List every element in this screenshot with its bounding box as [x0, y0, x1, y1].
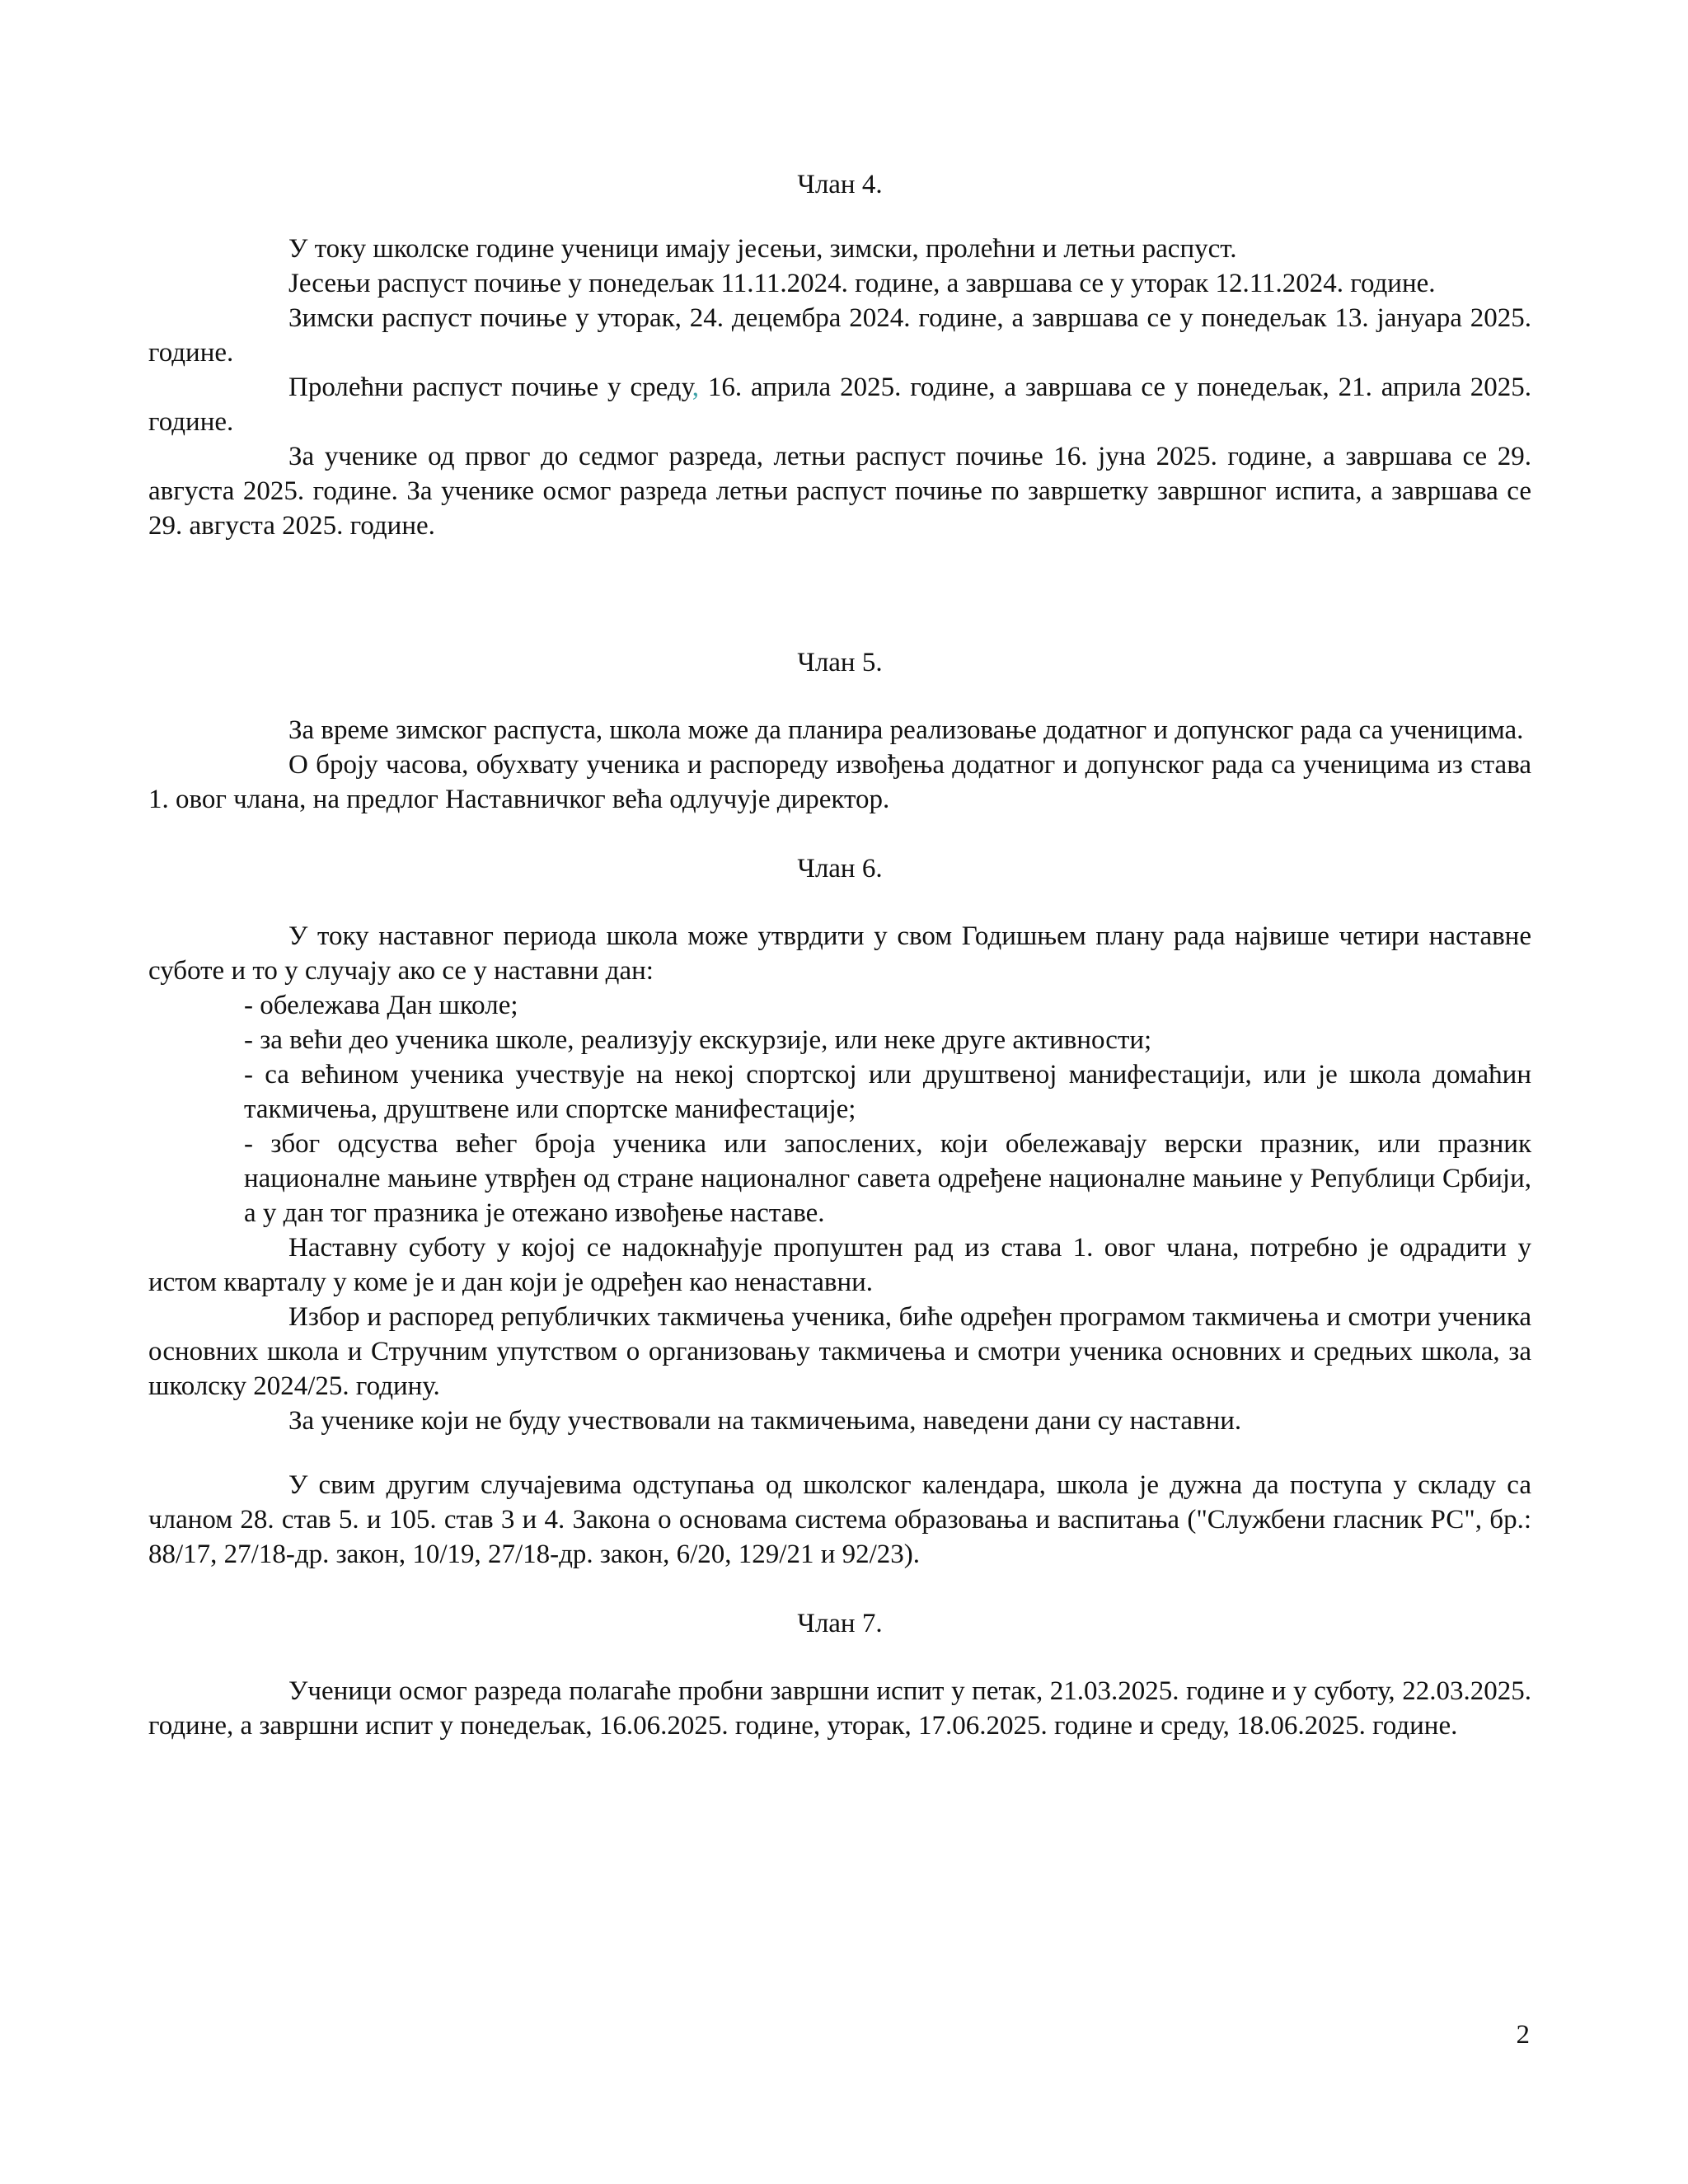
article-6-paragraph-4: За ученике који не буду учествовали на такмичењима, наведени дани су наставни. — [288, 1406, 1242, 1436]
article-4-paragraph-4-part-1: Пролећни распуст почиње у среду — [288, 373, 692, 402]
article-6-bullet-1: - обележава Дан школе; — [244, 991, 518, 1020]
article-5-heading: Члан 5. — [797, 648, 883, 677]
article-6-paragraph-1: У току наставног периода школа може утврдити у свом Годишњем плану рада највише четири наставне суботе и то у случају ако се у наставни дан: — [148, 921, 1531, 986]
article-6-bullet-3: - са већином ученика учествује на некој спортској или друштвеној манифестацији, или је школа домаћин такмичења, друштвене или спортске манифестације; — [244, 1060, 1531, 1124]
article-6-bullet-2: - за већи део ученика школе, реализују екскурзије, или неке друге активности; — [244, 1025, 1152, 1055]
article-5-paragraph-1: За време зимског распуста, школа може да планира реализовање додатног и допунског рада са ученицима. — [288, 715, 1524, 745]
article-6-paragraph-5: У свим другим случајевима одступања од школског календара, школа је дужна да поступа у складу са чланом 28. став 5. и 105. став 3 и 4. Закона о основама система образовања и васпитања ("Службени гласник РС", бр.: 88/17, 27/18-др. закон, 10/19, 27/18-др. закон, 6/20, 129/21 и 92/23). — [148, 1470, 1531, 1569]
article-4-paragraph-5: За ученике од првог до седмог разреда, летњи распуст почиње 16. јуна 2025. године, а завршава се 29. августа 2025. године. За ученике осмог разреда летњи распуст почиње по завршетку завршног испита, а завршава се 29. августа 2025. године. — [148, 442, 1531, 541]
article-4-paragraph-4-comma: , — [692, 373, 700, 402]
article-5-paragraph-2: О броју часова, обухвату ученика и распореду извођења додатног и допунског рада са ученицима из става 1. овог члана, на предлог Наставничког већа одлучује директор. — [148, 750, 1531, 814]
article-6-bullet-4: - због одсуства већег броја ученика или запослених, који обележавају верски празник, или празник националне мањине утврђен од стране националног савета одређене националне мањине у Републици Србији, а у дан тог празника је отежано извођење наставе. — [244, 1129, 1531, 1228]
article-7-heading: Члан 7. — [797, 1609, 883, 1638]
article-6-paragraph-3: Избор и распоред републичких такмичења ученика, биће одређен програмом такмичења и смотри ученика основних школа и Стручним упутством о организовању такмичења и смотри ученика основних и средњих школа, за школску 2024/25. годину. — [148, 1302, 1531, 1401]
page-number: 2 — [1516, 2020, 1530, 2050]
article-4-paragraph-2: Јесењи распуст почиње у понедељак 11.11.2024. године, а завршава се у уторак 12.11.2024. године. — [288, 269, 1436, 298]
article-4-heading: Члан 4. — [797, 170, 883, 199]
article-4-paragraph-1: У току школске године ученици имају јесењи, зимски, пролећни и летњи распуст. — [288, 234, 1237, 264]
article-4-paragraph-4-part-2: 16. априла 2025. године, а завршава се у понедељак, 21. априла 2025. године. — [148, 373, 1531, 437]
article-4-paragraph-3: Зимски распуст почиње у уторак, 24. децембра 2024. године, а завршава се у понедељак 13. јануара 2025. године. — [148, 303, 1531, 368]
article-6-paragraph-2: Наставну суботу у којој се надокнађује пропуштен рад из става 1. овог члана, потребно је одрадити у истом кварталу у коме је и дан који је одређен као ненаставни. — [148, 1233, 1531, 1297]
article-4-paragraph-4 — [148, 370, 1531, 439]
article-7-paragraph-1: Ученици осмог разреда полагаће пробни завршни испит у петак, 21.03.2025. године и у суботу, 22.03.2025. године, а завршни испит у понедељак, 16.06.2025. године, уторак, 17.06.2025. године и среду, 18.06.2025. године. — [148, 1676, 1531, 1741]
document-body — [148, 167, 1531, 1743]
article-6-heading: Члан 6. — [797, 854, 883, 883]
